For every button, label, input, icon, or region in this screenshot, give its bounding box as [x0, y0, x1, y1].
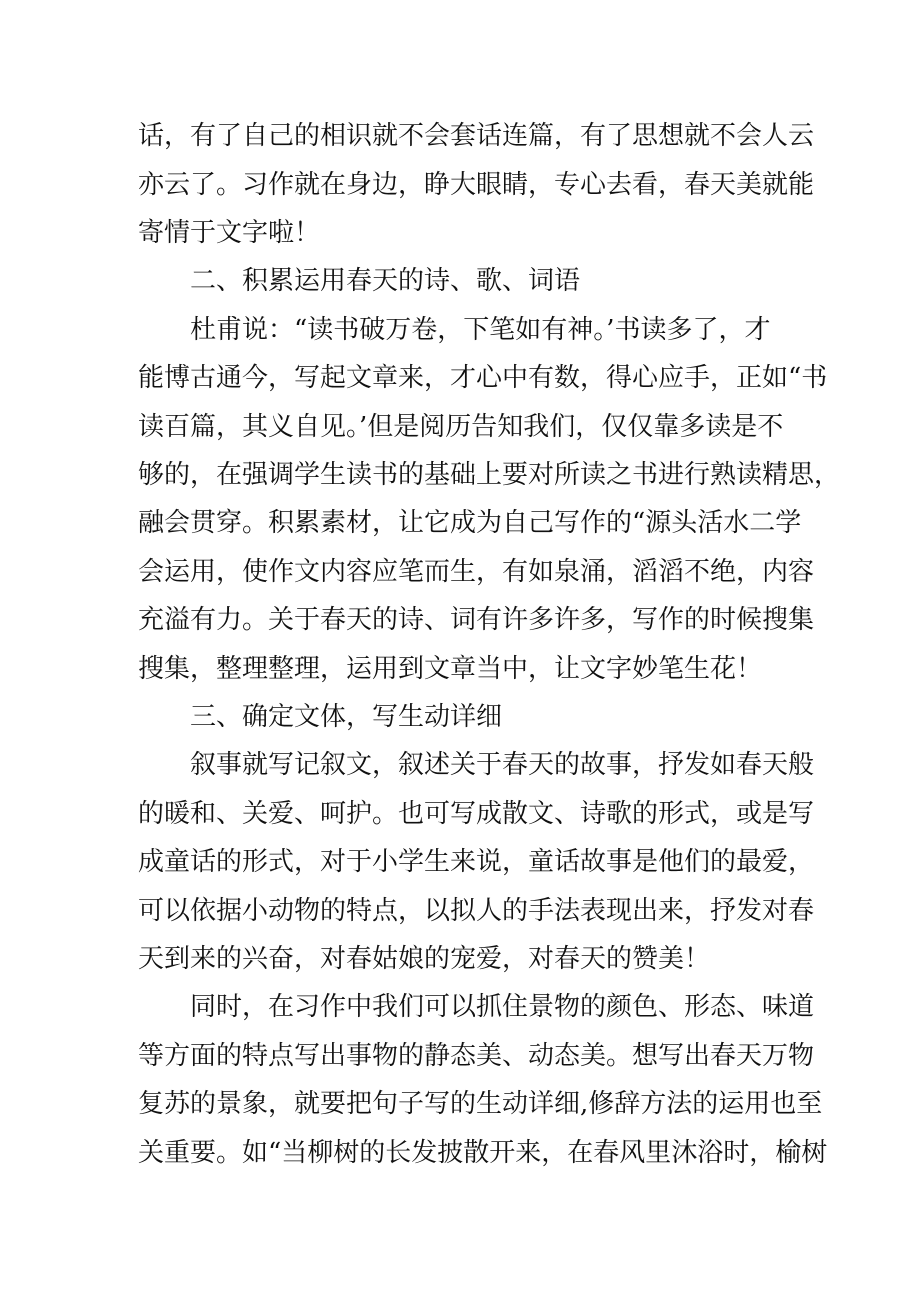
text-line-15: 的暖和、关爱、呵护。也可写成散文、诗歌的形式，或是写 — [138, 799, 815, 829]
text-line-7: 读百篇，其义自见。’但是阅历告知我们，仅仅靠多读是不 — [138, 412, 784, 442]
text-line-18: 天到来的兴奋，对春姑娘的宠爱，对春天的赞美！ — [138, 944, 711, 974]
text-line-10: 会运用，使作文内容应笔而生，有如泉涌，滔滔不绝，内容 — [138, 557, 815, 587]
text-line-11: 充溢有力。关于春天的诗、词有许多许多，写作的时候搜集 — [138, 605, 815, 635]
section-heading-2: 二、积累运用春天的诗、歌、词语 — [190, 266, 581, 296]
text-line-22: 关重要。如“当柳树的长发披散开来，在春风里沐浴时，榆树 — [138, 1138, 828, 1168]
text-line-21: 复苏的景象，就要把句子写的生动详细,修辞方法的运用也至 — [138, 1089, 823, 1119]
text-line-17: 可以依据小动物的特点，以拟人的手法表现出来，抒发对春 — [138, 896, 815, 926]
text-line-1: 话，有了自己的相识就不会套话连篇，有了思想就不会人云 — [138, 121, 815, 151]
text-line-12: 搜集，整理整理，运用到文章当中，让文字妙笔生花！ — [138, 654, 763, 684]
text-line-20: 等方面的特点写出事物的静态美、动态美。想写出春天万物 — [138, 1041, 815, 1071]
text-line-6: 能博古通今，写起文章来，才心中有数，得心应手，正如“书 — [138, 363, 828, 393]
text-line-3: 寄情于文字啦！ — [138, 218, 321, 248]
text-line-8: 够的，在强调学生读书的基础上要对所读之书进行熟读精思， — [138, 460, 841, 490]
text-line-16: 成童话的形式，对于小学生来说，童话故事是他们的最爱， — [138, 847, 815, 877]
text-line-5: 杜甫说：“读书破万卷，下笔如有神。’书读多了，才 — [190, 315, 771, 345]
text-line-14: 叙事就写记叙文，叙述关于春天的故事，抒发如春天般 — [190, 750, 815, 780]
text-line-19: 同时，在习作中我们可以抓住景物的颜色、形态、味道 — [190, 992, 815, 1022]
text-line-9: 融会贯穿。积累素材，让它成为自己写作的“源头活水二学 — [138, 508, 802, 538]
text-line-2: 亦云了。习作就在身边，睁大眼睛，专心去看，春天美就能 — [138, 170, 815, 200]
section-heading-3: 三、确定文体，写生动详细 — [190, 702, 503, 732]
